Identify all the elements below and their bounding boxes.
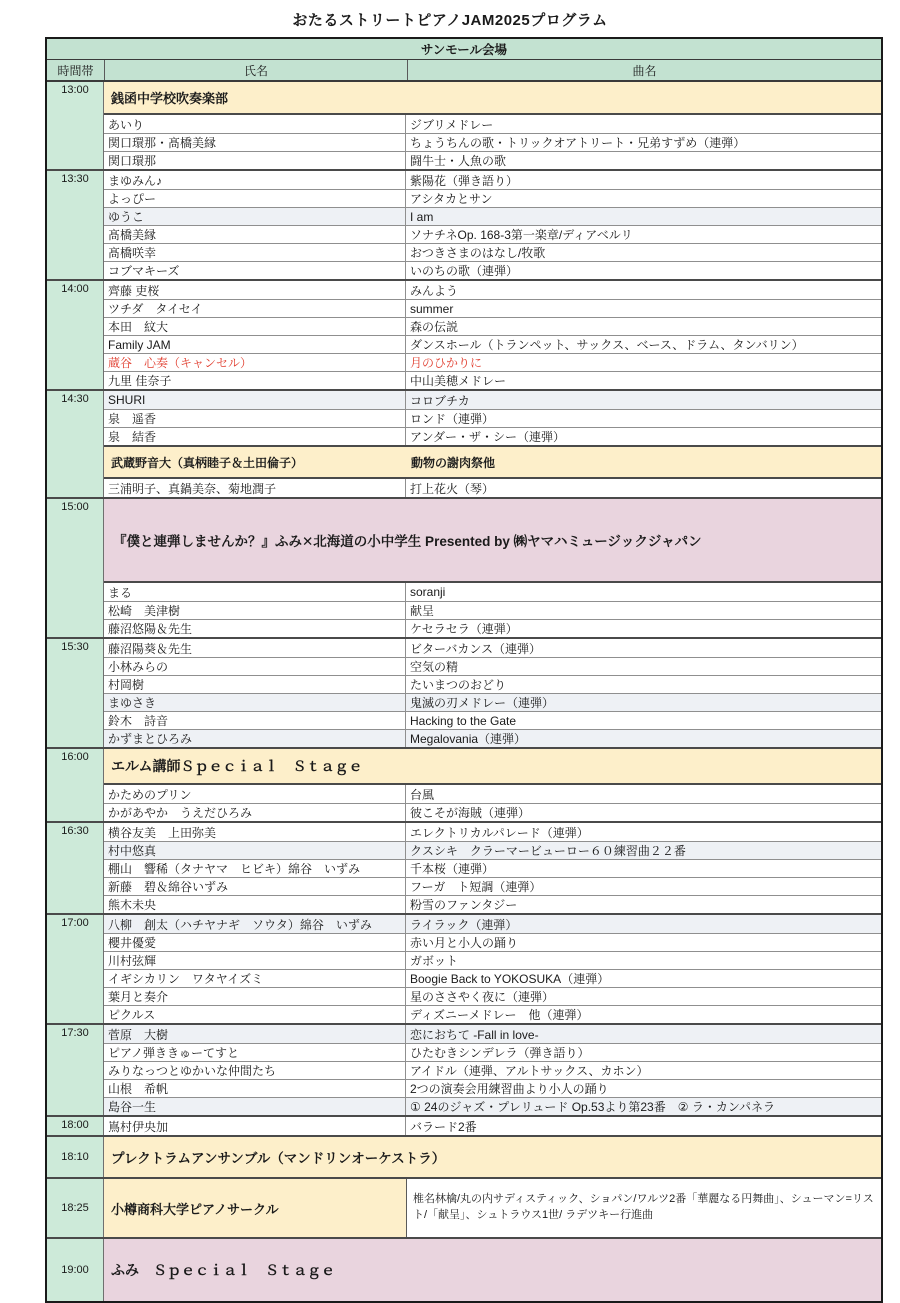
performer-name: 横谷友美 上田弥美: [104, 823, 406, 841]
performance-row: [104, 1061, 881, 1079]
performance-row: [104, 877, 881, 895]
performer-name: ゆうこ: [104, 208, 406, 225]
performance-row: [104, 583, 881, 601]
time-block: [47, 1135, 881, 1177]
time-block: [47, 1177, 881, 1237]
performance-row: [104, 619, 881, 637]
performance-row: [104, 601, 881, 619]
block-rows: [104, 391, 881, 497]
performance-row: [104, 281, 881, 299]
performer-name: コブマキーズ: [104, 262, 406, 279]
performance-row: [104, 317, 881, 335]
time-block: [47, 497, 881, 637]
performance-row: [104, 479, 881, 497]
time-slot-label: 13:00: [47, 82, 104, 169]
time-slot-label: 13:30: [47, 171, 104, 279]
performer-name: 櫻井優愛: [104, 934, 406, 951]
section-title: 銭函中学校吹奏楽部: [111, 91, 229, 106]
performer-name: 山根 希帆: [104, 1080, 406, 1097]
performance-row: [104, 1025, 881, 1043]
song-title: 粉雪のファンタジー: [410, 898, 518, 912]
performance-row: [104, 933, 881, 951]
song-title: summer: [410, 301, 454, 316]
song-title: クスシキ クラーマービューロー６０練習曲２２番: [410, 844, 686, 858]
block-rows: [104, 1137, 881, 1177]
performance-row: [104, 1043, 881, 1061]
performer-name: 髙橋美縁: [104, 226, 406, 243]
block-rows: [104, 281, 881, 389]
performance-row: [104, 151, 881, 169]
performer-name: 棚山 響稀（タナヤマ ヒビキ）綿谷 いずみ: [104, 860, 406, 877]
song-title: 台風: [410, 787, 435, 802]
performer-name: 熊木未央: [104, 896, 406, 913]
performer-name: 藤沼悠陽＆先生: [104, 620, 406, 637]
song-title: ライラック（連弾）: [410, 917, 518, 932]
performance-row: [104, 969, 881, 987]
performance-row: [104, 675, 881, 693]
song-title: 千本桜（連弾）: [410, 862, 495, 876]
section-header-row: [104, 499, 881, 583]
performance-row: [104, 1005, 881, 1023]
performer-name: 本田 紋大: [104, 318, 406, 335]
schedule-blocks: [47, 82, 881, 1301]
time-slot-label: 14:30: [47, 391, 104, 497]
page-title: おたるストリートピアノJAM2025プログラム: [292, 12, 608, 29]
performance-row: [104, 693, 881, 711]
section-header-row: [104, 1239, 881, 1301]
song-title: Hacking to the Gate: [410, 713, 517, 728]
performance-row: [104, 785, 881, 803]
block-rows: [104, 639, 881, 747]
song-title: ジブリメドレー: [410, 117, 494, 132]
performer-name: 藤沼陽葵＆先生: [104, 639, 406, 657]
time-slot-label: 16:30: [47, 823, 104, 913]
performer-name: 蔵谷 心奏（キャンセル）: [104, 354, 406, 371]
performance-row: [104, 803, 881, 821]
time-block: [47, 1115, 881, 1135]
song-title: Boogie Back to YOKOSUKA（連弾）: [410, 972, 610, 986]
performance-row: [104, 207, 881, 225]
performance-row: [104, 859, 881, 877]
performer-name: 村岡樹: [104, 676, 406, 693]
song-title: ガボット: [410, 954, 459, 968]
section-title: ふみ Ｓｐｅｃｉａｌ Ｓｔａｇｅ: [111, 1262, 335, 1278]
block-rows: [104, 1239, 881, 1301]
performance-row: [104, 335, 881, 353]
song-title: アンダー・ザ・シー（連弾）: [410, 430, 566, 444]
column-header-name: 氏名: [105, 60, 408, 80]
performer-name: 八柳 創太（ハチヤナギ ソウタ）綿谷 いずみ: [104, 915, 406, 933]
song-title: 動物の謝肉祭他: [411, 455, 496, 470]
performance-row: [104, 189, 881, 207]
time-block: [47, 637, 881, 747]
time-slot-label: 16:00: [47, 749, 104, 821]
time-block: [47, 821, 881, 913]
performer-name: 泉 結香: [104, 428, 406, 445]
song-title: 彼こそが海賊（連弾）: [410, 806, 531, 820]
song-title: 森の伝説: [410, 320, 459, 334]
performer-name: 松崎 美津樹: [104, 602, 406, 619]
performance-row: [104, 299, 881, 317]
performance-row: [104, 353, 881, 371]
time-block: [47, 279, 881, 389]
section-header-row: [104, 445, 881, 479]
section-header-row: [104, 1137, 881, 1177]
column-header-song: 曲名: [632, 63, 657, 78]
performer-name: 齊藤 吏桜: [104, 281, 406, 299]
block-rows: [104, 823, 881, 913]
performer-name: ピクルス: [104, 1006, 406, 1023]
performer-name: 武蔵野音大（真柄睦子＆土田倫子）: [111, 455, 304, 470]
time-slot-label: 19:00: [47, 1239, 104, 1301]
song-title: みんよう: [410, 283, 459, 298]
time-block: [47, 913, 881, 1023]
time-slot-label: 18:25: [47, 1179, 104, 1237]
song-title: 恋におちて -Fall in love-: [410, 1027, 539, 1042]
performer-name: 泉 遥香: [104, 410, 406, 427]
performer-name: 鈴木 詩音: [104, 712, 406, 729]
song-title: 2つの演奏会用練習曲より小人の踊り: [410, 1082, 609, 1096]
performance-row: [104, 391, 881, 409]
song-title: バラード2番: [410, 1119, 477, 1134]
song-title: ソナチネOp. 168-3第一楽章/ディアベルリ: [410, 228, 633, 242]
song-title: たいまつのおどり: [410, 678, 507, 692]
section-header-row: [104, 749, 881, 785]
performance-row: [104, 1117, 881, 1135]
performance-row: [104, 427, 881, 445]
performer-name: 島谷一生: [104, 1098, 406, 1115]
song-title: アシタカとサン: [410, 192, 493, 206]
performer-name: かためのプリン: [104, 785, 406, 803]
time-block: [47, 1023, 881, 1115]
song-title: 中山美穂メドレー: [410, 374, 507, 388]
block-rows: [104, 82, 881, 169]
section-header-row: [104, 1179, 881, 1237]
section-header-row: [104, 82, 881, 115]
time-block: [47, 1237, 881, 1301]
performance-row: [104, 115, 881, 133]
performance-row: [104, 409, 881, 427]
song-title: Megalovania（連弾）: [410, 732, 527, 746]
performer-name: 葉月と奏介: [104, 988, 406, 1005]
time-block: [47, 82, 881, 169]
time-slot-label: 14:00: [47, 281, 104, 389]
performer-name: 川村弦輝: [104, 952, 406, 969]
time-slot-label: 17:30: [47, 1025, 104, 1115]
performer-name: 三浦明子、真鍋美奈、菊地潤子: [104, 479, 406, 497]
song-title: 紫陽花（弾き語り）: [410, 173, 519, 188]
performance-row: [104, 895, 881, 913]
block-rows: [104, 915, 881, 1023]
performance-row: [104, 711, 881, 729]
block-rows: [104, 749, 881, 821]
song-title: 空気の精: [410, 660, 459, 674]
song-title: コロブチカ: [410, 393, 470, 408]
performance-row: [104, 133, 881, 151]
performer-name: 小林みらの: [104, 658, 406, 675]
song-title: 星のささやく夜に（連弾）: [410, 990, 555, 1004]
song-title: 月のひかりに: [410, 356, 483, 370]
section-title: プレクトラムアンサンブル（マンドリンオーケストラ）: [111, 1151, 446, 1166]
time-slot-label: 18:00: [47, 1117, 104, 1135]
performer-name: 小樽商科大学ピアノサークル: [104, 1179, 407, 1237]
performance-row: [104, 371, 881, 389]
song-title: ケセラセラ（連弾）: [410, 622, 518, 636]
song-title: 赤い月と小人の踊り: [410, 936, 519, 950]
time-block: [47, 169, 881, 279]
song-title: 椎名林檎/丸の内サディスティック、ショパン/ワルツ2番「華麗なる円舞曲」、シューマン=リスト/「献呈」、シュトラウス1世/ ラデツキー行進曲: [413, 1193, 874, 1221]
song-title: ちょうちんの歌・トリックオアトリート・兄弟すずめ（連弾）: [410, 136, 746, 150]
performer-name: まゆみん♪: [104, 171, 406, 189]
performer-name: あいり: [104, 115, 406, 133]
song-title: I am: [410, 209, 434, 224]
performance-row: [104, 657, 881, 675]
song-title: ダンスホール（トランペット、サックス、ベース、ドラム、タンバリン）: [410, 338, 804, 352]
performer-name: ピアノ弾ききゅーてすと: [104, 1044, 406, 1061]
song-title: アイドル（連弾、アルトサックス、カホン）: [410, 1064, 649, 1078]
block-rows: [104, 499, 881, 637]
program-table: [45, 37, 883, 1303]
song-title: ロンド（連弾）: [410, 412, 495, 426]
time-block: [47, 747, 881, 821]
performer-name: かずまとひろみ: [104, 730, 406, 747]
song-title: ディズニーメドレー 他（連弾）: [410, 1008, 589, 1022]
song-title: エレクトリカルパレード（連弾）: [410, 825, 589, 840]
performer-name: 村中悠真: [104, 842, 406, 859]
block-rows: [104, 1025, 881, 1115]
performer-name: かがあやか うえだひろみ: [104, 804, 406, 821]
performance-row: [104, 823, 881, 841]
performer-name: イギシカリン ワタヤイズミ: [104, 970, 406, 987]
song-title: soranji: [410, 585, 446, 599]
performance-row: [104, 951, 881, 969]
section-title: 『僕と連弾しませんか？』ふみ✕北海道の小中学生 Presented by ㈱ヤマハミュージックジャパン: [113, 534, 702, 549]
time-slot-label: 15:00: [47, 499, 104, 637]
song-title: 献呈: [410, 604, 435, 618]
time-block: [47, 389, 881, 497]
time-slot-label: 18:10: [47, 1137, 104, 1177]
block-rows: [104, 1117, 881, 1135]
song-title: いのちの歌（連弾）: [410, 264, 519, 278]
performer-name: 嶌村伊央加: [104, 1117, 406, 1135]
performer-name: 関口環那: [104, 152, 406, 169]
performer-name: ツチダ タイセイ: [104, 300, 406, 317]
song-title: フーガ ト短調（連弾）: [410, 880, 542, 894]
performance-row: [104, 171, 881, 189]
performance-row: [104, 915, 881, 933]
song-title: ひたむきシンデレラ（弾き語り）: [410, 1046, 590, 1060]
performer-name: まる: [104, 583, 406, 601]
time-slot-label: 17:00: [47, 915, 104, 1023]
performer-name: Family JAM: [104, 336, 406, 353]
song-title: 鬼滅の刃メドレー（連弾）: [410, 696, 555, 710]
song-title: ビターバカンス（連弾）: [410, 641, 542, 656]
performance-row: [104, 261, 881, 279]
time-slot-label: 15:30: [47, 639, 104, 747]
block-rows: [104, 171, 881, 279]
song-title: 闘牛士・人魚の歌: [410, 154, 507, 168]
performer-name: 新藤 碧＆綿谷いずみ: [104, 878, 406, 895]
performer-name: よっぴー: [104, 190, 406, 207]
performance-row: [104, 729, 881, 747]
song-title: おつきさまのはなし/牧歌: [410, 246, 546, 260]
song-title: 打上花火（琴）: [410, 481, 495, 496]
performance-row: [104, 225, 881, 243]
performer-name: 九里 佳奈子: [104, 372, 406, 389]
performance-row: [104, 987, 881, 1005]
performer-name: 菅原 大樹: [104, 1025, 406, 1043]
performer-name: SHURI: [104, 391, 406, 409]
song-title: ① 24のジャズ・プレリュード Op.53より第23番 ② ラ・カンパネラ: [410, 1100, 775, 1114]
performer-name: 関口環那・髙橋美縁: [104, 134, 406, 151]
performance-row: [104, 1097, 881, 1115]
performance-row: [104, 243, 881, 261]
performance-row: [104, 1079, 881, 1097]
venue-header: サンモール会場: [47, 39, 881, 60]
block-rows: [104, 1179, 881, 1237]
performer-name: みりなっつとゆかいな仲間たち: [104, 1062, 406, 1079]
column-header-row: [47, 60, 881, 82]
performance-row: [104, 639, 881, 657]
column-header-time: 時間帯: [47, 60, 105, 80]
performance-row: [104, 841, 881, 859]
performer-name: 髙橋咲幸: [104, 244, 406, 261]
performer-name: まゆさき: [104, 694, 406, 711]
section-title: エルム講師Ｓｐｅｃｉａｌ Ｓｔａｇｅ: [111, 758, 363, 774]
